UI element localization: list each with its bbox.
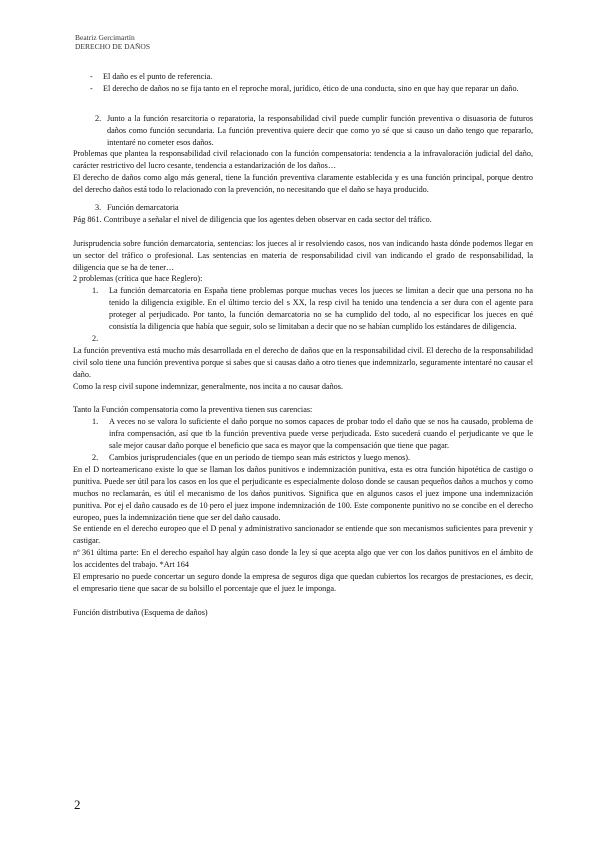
- item-text: A veces no se valora lo suficiente el daño porque no somos capaces de probar todo el daño que se nos ha causado, problema de infra compensación, así que tb la función preventiva puede verse perjudicada. Esto sucederá cuando el perjudicante ve que le sale mejor causar daño porque el beneficio que saca es mayor que la compensación que tiene que pagar.: [109, 417, 533, 451]
- carencia-item-2: [73, 452, 533, 464]
- paragraph-empresario: El empresario no puede concertar un seguro donde la empresa de seguros diga que quedan cubiertos los recargos de prestaciones, es decir, el empresario tiene que sacar de su bolsillo el porcentaje que el juez le imponga.: [73, 572, 533, 593]
- problem-item-1: [73, 285, 533, 333]
- paragraph-preventiva: La función preventiva está mucho más desarrollada en el derecho de daños que en la responsabilidad civil. El derecho de la responsabilidad civil solo tiene una función preventiva porque si sabes que si causas daño a otro tienes que indemnizarlo, seguramente intentaré no causar el daño.: [73, 345, 533, 379]
- bullet-item: [73, 83, 533, 95]
- paragraph-n361: nº 361 última parte: En el derecho español hay algún caso donde la ley sí que acepta algo que ver con los daños punitivos en el ámbito de los accidentes del trabajo. *Art 164: [73, 548, 533, 570]
- paragraph-derecho-general: El derecho de daños como algo más general, tiene la función preventiva claramente establecida y es una función principal, porque dentro del derecho daños está todo lo relacionado con la prevención, no necesitando que el daño se haya producido.: [73, 173, 533, 195]
- page-header: [75, 33, 150, 51]
- paragraph-europeo: Se entiende en el derecho europeo que el D penal y administrativo sancionador se entiende que son mecanismos suficientes para prevenir y castigar.: [73, 524, 533, 546]
- bullet-text: El derecho de daños no se fija tanto en el reproche moral, jurídico, ético de una conducta, sino en que hay que reparar un daño.: [103, 83, 519, 93]
- item-marker: 2.: [95, 113, 102, 123]
- paragraph-tanto: Tanto la Función compensatoria como la preventiva tienen sus carencias:: [73, 405, 313, 415]
- item-text: Cambios jurisprudenciales (que en un periodo de tiempo sean más estrictos y luego menos).: [109, 453, 411, 463]
- item-text: Junto a la función resarcitoria o reparatoria, la responsabilidad civil puede cumplir función preventiva o disuasoria de futuros daños como función secundaria. La función preventiva quiere decir que como yo sé que si causo un daño tengo que repararlo, intentaré no cometer esos daños.: [107, 113, 533, 147]
- paragraph-2-problemas: 2 problemas (crítica que hace Reglero):: [73, 274, 203, 284]
- numbered-item-2: [73, 113, 533, 149]
- paragraph-norteamericano: En el D norteamericano existe lo que se llaman los daños punitivos e indemnización punitiva, esta es otra función hipotética de castigo o punitiva. Puede ser útil para los casos en los que el perjudicante es especialmente doloso donde se causan pequeños daños a muchos y como muchos no reclamarán, es útil el mecanismo de los daños punitivos. Significa que en algunos casos el juez impone una indemnización punitiva. Por ej el daño causado es de 10 pero el juez impone indemnización de 100. Este componente punitivo no se concibe en el derecho europeo, pues la indemnización tiene que ser del daño causado.: [73, 464, 533, 522]
- paragraph-problemas: Problemas que plantea la responsabilidad civil relacionado con la función compensatoria: tendencia a la infravaloración judicial del daño, carácter restrictivo del lucro cesante, tendencia a estandarización de los daños…: [73, 149, 533, 171]
- numbered-item-3: [73, 202, 533, 214]
- item-text: Función demarcatoria: [107, 203, 179, 213]
- problem-item-2: [73, 333, 533, 345]
- bullet-text: El daño es el punto de referencia.: [103, 72, 213, 81]
- item-marker: 1.: [92, 286, 99, 296]
- page-number: 2: [74, 797, 81, 812]
- header-author: Beatriz Gercimartín: [75, 33, 135, 42]
- item-marker: 2.: [92, 453, 99, 463]
- paragraph-jurisprudencia: Jurisprudencia sobre función demarcatoria, sentencias: los jueces al ir resolviendo casos, nos van indicando hasta dónde podemos llegar en un sector del tráfico o profesional. Las sentencias en materia de responsabilidad civil van indicando el grado de responsabilidad, la diligencia que se ha de tener…: [73, 238, 533, 272]
- document-body: [73, 71, 533, 619]
- dash-bullet-icon: -: [90, 83, 93, 93]
- header-subject: DERECHO DE DAÑOS: [75, 42, 150, 51]
- item-text: La función demarcatoria en España tiene problemas porque muchas veces los jueces se limitan a decir que una persona no ha tenido la diligencia exigible. En el último tercio del s XX, la resp civil ha tenido una tendencia a ser dura con el agente para proteger al perjudicado. Por tanto, la función demarcatoria no se ha cumplido del todo, al no especificar los jueces en qué consistía la diligencia que había que seguir, solo se limitaban a decir que no se habían cumplido los estándares de diligencia.: [109, 286, 533, 332]
- item-marker: 3.: [95, 203, 102, 213]
- paragraph-distributiva: Función distributiva (Esquema de daños): [73, 607, 208, 617]
- item-marker: 2.: [92, 334, 99, 343]
- paragraph-pag-861: Pág 861. Contribuye a señalar el nivel de diligencia que los agentes deben observar en cada sector del tráfico.: [73, 214, 432, 224]
- paragraph-resp-civil: Como la resp civil supone indemnizar, generalmente, nos incita a no causar daños.: [73, 381, 344, 391]
- dash-bullet-icon: -: [90, 72, 93, 81]
- carencia-item-1: [73, 416, 533, 452]
- bullet-item: [73, 71, 533, 83]
- item-marker: 1.: [92, 417, 99, 427]
